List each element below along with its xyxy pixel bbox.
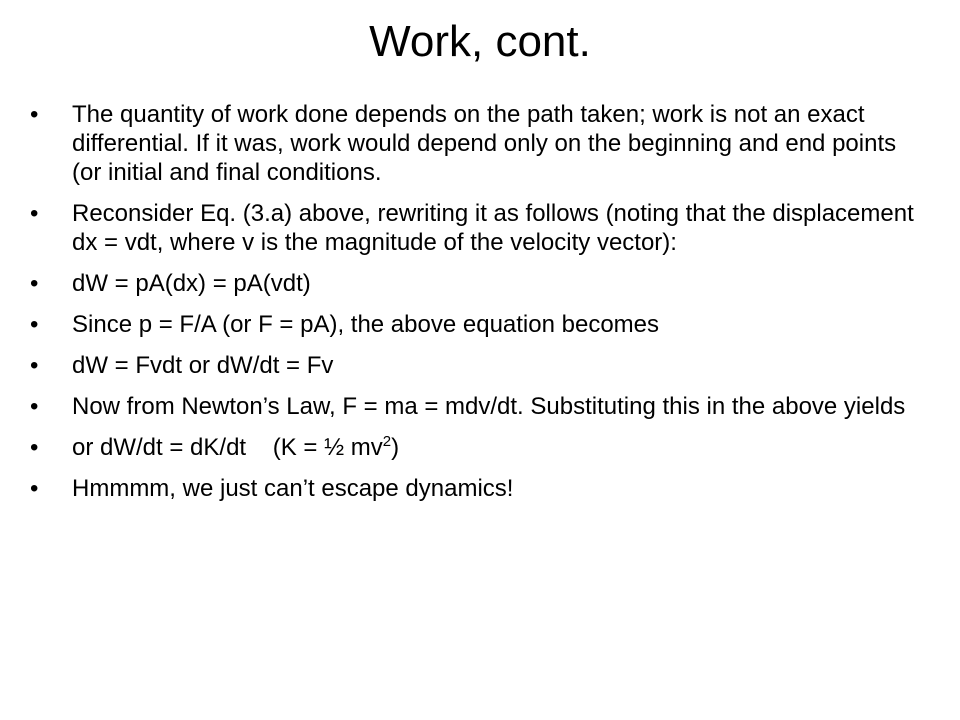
slide-title: Work, cont. bbox=[369, 17, 591, 66]
bullet-text-tail: ) bbox=[391, 434, 400, 461]
bullet-text: Hmmmm, we just can’t escape dynamics! bbox=[72, 475, 514, 502]
bullet-item bbox=[30, 310, 930, 339]
bullet-text: Since p = F/A (or F = pA), the above equation becomes bbox=[72, 311, 660, 338]
bullet-item bbox=[30, 433, 930, 462]
bullet-icon: • bbox=[30, 393, 39, 420]
bullet-item bbox=[30, 199, 930, 257]
bullet-item bbox=[30, 474, 930, 503]
bullet-item bbox=[30, 351, 930, 380]
bullet-icon: • bbox=[30, 352, 39, 379]
bullet-text: dW = pA(dx) = pA(vdt) bbox=[72, 270, 311, 297]
bullet-list bbox=[30, 100, 930, 515]
bullet-text: The quantity of work done depends on the path taken; work is not an exact differential. If it was, work would depend only on the beginning and end points (or initial and final conditions. bbox=[72, 101, 897, 186]
bullet-text: Now from Newton’s Law, F = ma = mdv/dt. Substituting this in the above yields bbox=[72, 393, 906, 420]
bullet-icon: • bbox=[30, 101, 39, 128]
bullet-item bbox=[30, 269, 930, 298]
bullet-text: dW = Fvdt or dW/dt = Fv bbox=[72, 352, 334, 379]
bullet-text bbox=[72, 434, 399, 461]
bullet-icon: • bbox=[30, 475, 39, 502]
bullet-icon: • bbox=[30, 311, 39, 338]
superscript-exponent: 2 bbox=[382, 433, 392, 450]
bullet-icon: • bbox=[30, 200, 39, 227]
bullet-item bbox=[30, 100, 930, 187]
bullet-text-main: or dW/dt = dK/dt (K = ½ mv bbox=[72, 434, 383, 461]
bullet-icon: • bbox=[30, 270, 39, 297]
bullet-item bbox=[30, 392, 930, 421]
bullet-icon: • bbox=[30, 434, 39, 461]
bullet-text: Reconsider Eq. (3.a) above, rewriting it as follows (noting that the displacement dx = vdt, where v is the magnitude of the velocity vector): bbox=[72, 200, 914, 256]
